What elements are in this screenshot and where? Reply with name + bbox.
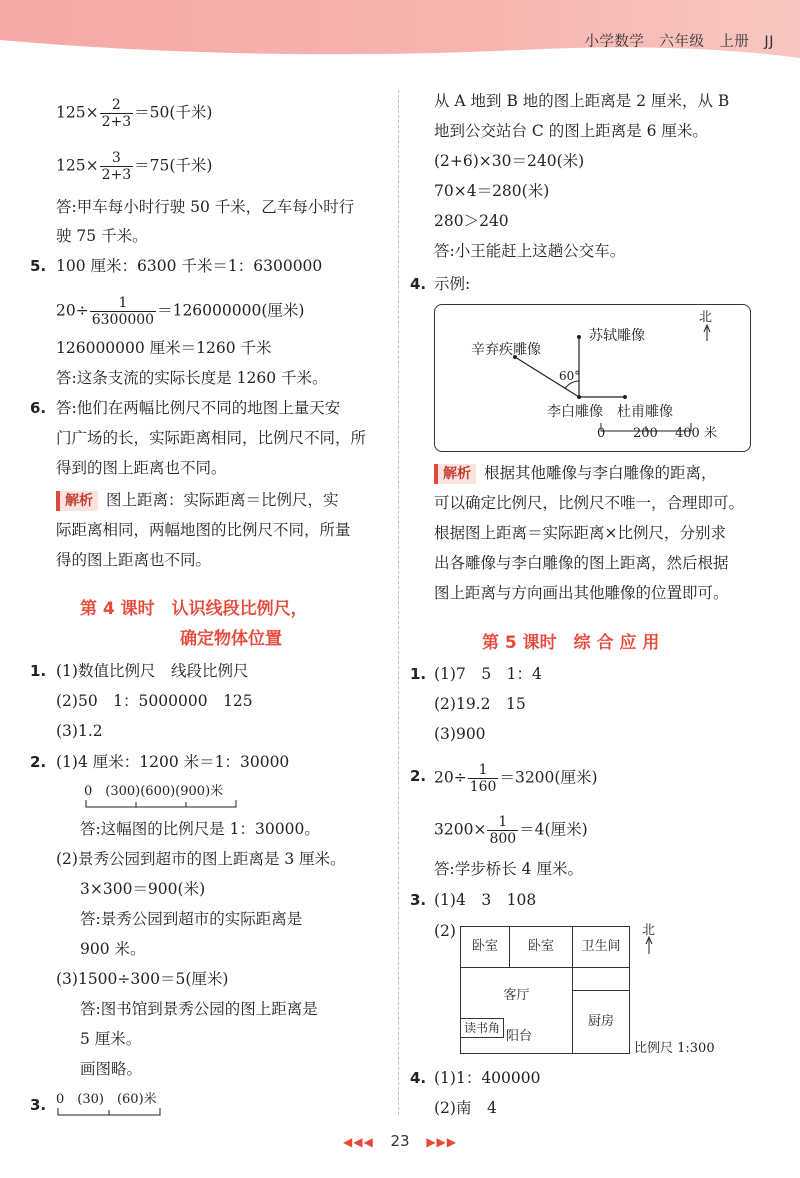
angle-label: 60° bbox=[559, 369, 581, 383]
scale-label-200: 200 bbox=[633, 426, 658, 441]
answer-line: 答:景秀公园到超市的实际距离是 bbox=[80, 910, 303, 928]
answer-line: 答:他们在两幅比例尺不同的地图上量天安 bbox=[56, 399, 341, 417]
room-kitchen: 厨房 bbox=[572, 990, 630, 1054]
statue-map bbox=[434, 304, 751, 452]
column-divider bbox=[398, 90, 399, 1115]
statue-label-li: 李白雕像 bbox=[547, 404, 603, 420]
answer-line: 100 厘米：6300 千米＝1：6300000 bbox=[56, 257, 323, 275]
north-arrow-icon bbox=[644, 936, 654, 956]
analysis-line: 图上距离与方向画出其他雕像的位置即可。 bbox=[434, 584, 729, 602]
equation-5: 3200× $\frac{1}{800}$ ＝4(厘米) bbox=[434, 814, 588, 847]
answer-line: 答:图书馆到景秀公园的图上距离是 bbox=[80, 1000, 318, 1018]
scale-label-400: 400 米 bbox=[675, 426, 717, 441]
answer-line: (1)数值比例尺 线段比例尺 bbox=[56, 662, 249, 680]
analysis-line: 出各雕像与李白雕像的图上距离，然后根据 bbox=[434, 554, 729, 572]
answer-line: 从 A 地到 B 地的图上距离是 2 厘米，从 B bbox=[434, 92, 730, 110]
equation-3: 20÷ $\frac{1}{6300000}$ ＝126000000(厘米) bbox=[56, 295, 305, 328]
scale-ruler-2 bbox=[56, 1107, 176, 1117]
equation-1: 125× $\frac{2}{2+3}$ ＝50(千米) bbox=[56, 97, 213, 130]
section-title-4-cont: 确定物体位置 bbox=[180, 629, 282, 649]
question-number: 1. bbox=[410, 665, 427, 683]
room-balcony: 阳台 bbox=[506, 1029, 533, 1044]
question-number: 2. bbox=[30, 753, 47, 771]
question-number: 4. bbox=[410, 275, 427, 293]
equation-2: 125× $\frac{3}{2+3}$ ＝75(千米) bbox=[56, 150, 213, 183]
line-scale-2: 0 (30) (60)米 bbox=[56, 1088, 176, 1117]
analysis-line: 得的图上距离也不同。 bbox=[56, 551, 212, 569]
answer-line: 答:甲车每小时行驶 50 千米，乙车每小时行 bbox=[56, 198, 355, 216]
analysis-tag: 解析 bbox=[434, 464, 476, 484]
answer-line: 3×300＝900(米) bbox=[80, 880, 206, 898]
answer-line: 答:这条支流的实际长度是 1260 千米。 bbox=[56, 369, 328, 387]
room-bedroom-2: 卧室 bbox=[509, 926, 573, 968]
question-number: 3. bbox=[410, 891, 427, 909]
plan-north-label: 北 bbox=[642, 923, 656, 938]
answer-line: (2)19.2 15 bbox=[434, 695, 526, 713]
answer-line: (3)1.2 bbox=[56, 722, 103, 740]
page-footer bbox=[0, 1132, 800, 1150]
statue-label-xin: 辛弃疾雕像 bbox=[471, 342, 541, 358]
section-title-5: 第 5 课时 综 合 应 用 bbox=[482, 633, 660, 653]
answer-line: 地到公交站台 C 的图上距离是 6 厘米。 bbox=[434, 122, 708, 140]
answer-line: 答:这幅图的比例尺是 1：30000。 bbox=[80, 820, 320, 838]
question-number: 4. bbox=[410, 1069, 427, 1087]
equation-4: 20÷ $\frac{1}{160}$ ＝3200(厘米) bbox=[434, 762, 598, 795]
analysis-line: 根据图上距离＝实际距离×比例尺，分别求 bbox=[434, 524, 726, 542]
answer-line: (2)50 1：5000000 125 bbox=[56, 692, 253, 710]
page-number: 23 bbox=[390, 1132, 410, 1150]
answer-line: 答:学步桥长 4 厘米。 bbox=[434, 860, 583, 878]
answer-line: 答:小王能赶上这趟公交车。 bbox=[434, 242, 626, 260]
answer-line: 126000000 厘米＝1260 千米 bbox=[56, 339, 272, 357]
answer-line: 70×4＝280(米) bbox=[434, 182, 550, 200]
answer-line: 画图略。 bbox=[80, 1060, 143, 1078]
page-header bbox=[0, 0, 800, 60]
answer-line: 得到的图上距离也不同。 bbox=[56, 459, 227, 477]
analysis-block: 解析 根据其他雕像与李白雕像的距离， bbox=[434, 462, 717, 484]
answer-line: 门广场的长，实际距离相同，比例尺不同，所 bbox=[56, 429, 367, 447]
prev-arrows-icon: ◀◀◀ bbox=[342, 1135, 374, 1149]
answer-line: 示例: bbox=[434, 275, 471, 293]
answer-line: 280＞240 bbox=[434, 212, 509, 230]
scale-label-0: 0 bbox=[597, 426, 606, 441]
next-arrows-icon: ▶▶▶ bbox=[426, 1135, 458, 1149]
section-title-4: 第 4 课时 认识线段比例尺， bbox=[80, 599, 308, 619]
north-label: 北 bbox=[699, 310, 713, 325]
statue-label-su: 苏轼雕像 bbox=[589, 328, 645, 344]
line-scale-1: 0 (300)(600)(900)米 bbox=[84, 780, 254, 809]
floor-plan bbox=[460, 926, 630, 1054]
book-title: 小学数学 六年级 上册 JJ bbox=[584, 34, 774, 50]
question-number: 2. bbox=[410, 767, 427, 785]
answer-line: 5 厘米。 bbox=[80, 1030, 142, 1048]
question-number: 1. bbox=[30, 662, 47, 680]
answer-line: (3)900 bbox=[434, 725, 486, 743]
analysis-block: 解析 图上距离：实际距离＝比例尺，实 bbox=[56, 489, 339, 511]
answer-line: (1)4 3 108 bbox=[434, 891, 537, 909]
room-study: 读书角 bbox=[460, 1018, 504, 1038]
room-living: 客厅 bbox=[460, 967, 573, 1054]
answer-line: (1)7 5 1：4 bbox=[434, 665, 542, 683]
answer-line: (3)1500÷300＝5(厘米) bbox=[56, 970, 229, 988]
answer-line: (2)南 4 bbox=[434, 1099, 497, 1117]
analysis-tag: 解析 bbox=[56, 491, 98, 511]
answer-line: (1)1：400000 bbox=[434, 1069, 541, 1087]
analysis-line: 可以确定比例尺，比例尺不唯一，合理即可。 bbox=[434, 494, 745, 512]
room-bathroom: 卫生间 bbox=[572, 926, 630, 968]
answer-line: (2) bbox=[434, 922, 456, 940]
question-number: 6. bbox=[30, 399, 47, 417]
answer-line: 900 米。 bbox=[80, 940, 146, 958]
answer-line: (2+6)×30＝240(米) bbox=[434, 152, 585, 170]
room-bedroom-1: 卧室 bbox=[460, 926, 510, 968]
analysis-line: 际距离相同，两幅地图的比例尺不同，所量 bbox=[56, 521, 351, 539]
question-number: 5. bbox=[30, 257, 47, 275]
answer-line: (2)景秀公园到超市的图上距离是 3 厘米。 bbox=[56, 850, 346, 868]
plan-scale-label: 比例尺 1:300 bbox=[634, 1041, 715, 1056]
statue-label-du: 杜甫雕像 bbox=[617, 404, 673, 420]
question-number: 3. bbox=[30, 1096, 47, 1114]
answer-line: 驶 75 千米。 bbox=[56, 227, 148, 245]
scale-ruler-1 bbox=[84, 799, 254, 809]
answer-line: (1)4 厘米：1200 米＝1：30000 bbox=[56, 753, 290, 771]
